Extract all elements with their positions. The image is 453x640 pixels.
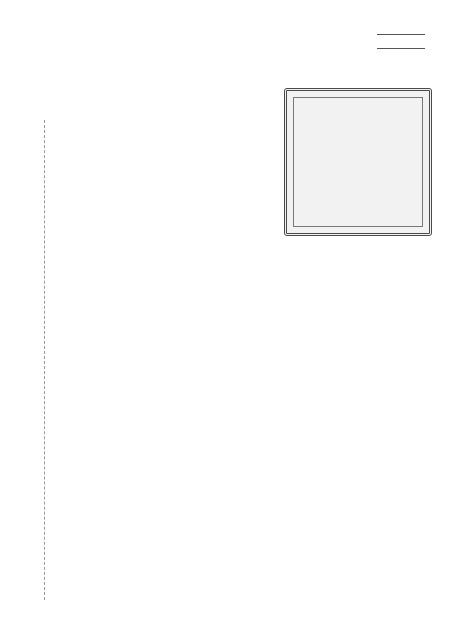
binding-line <box>44 120 45 600</box>
file-number-field <box>375 26 425 37</box>
retention-period-field <box>375 40 425 51</box>
page-title <box>0 58 453 74</box>
seal-characters <box>293 97 423 227</box>
official-seal <box>284 88 432 236</box>
